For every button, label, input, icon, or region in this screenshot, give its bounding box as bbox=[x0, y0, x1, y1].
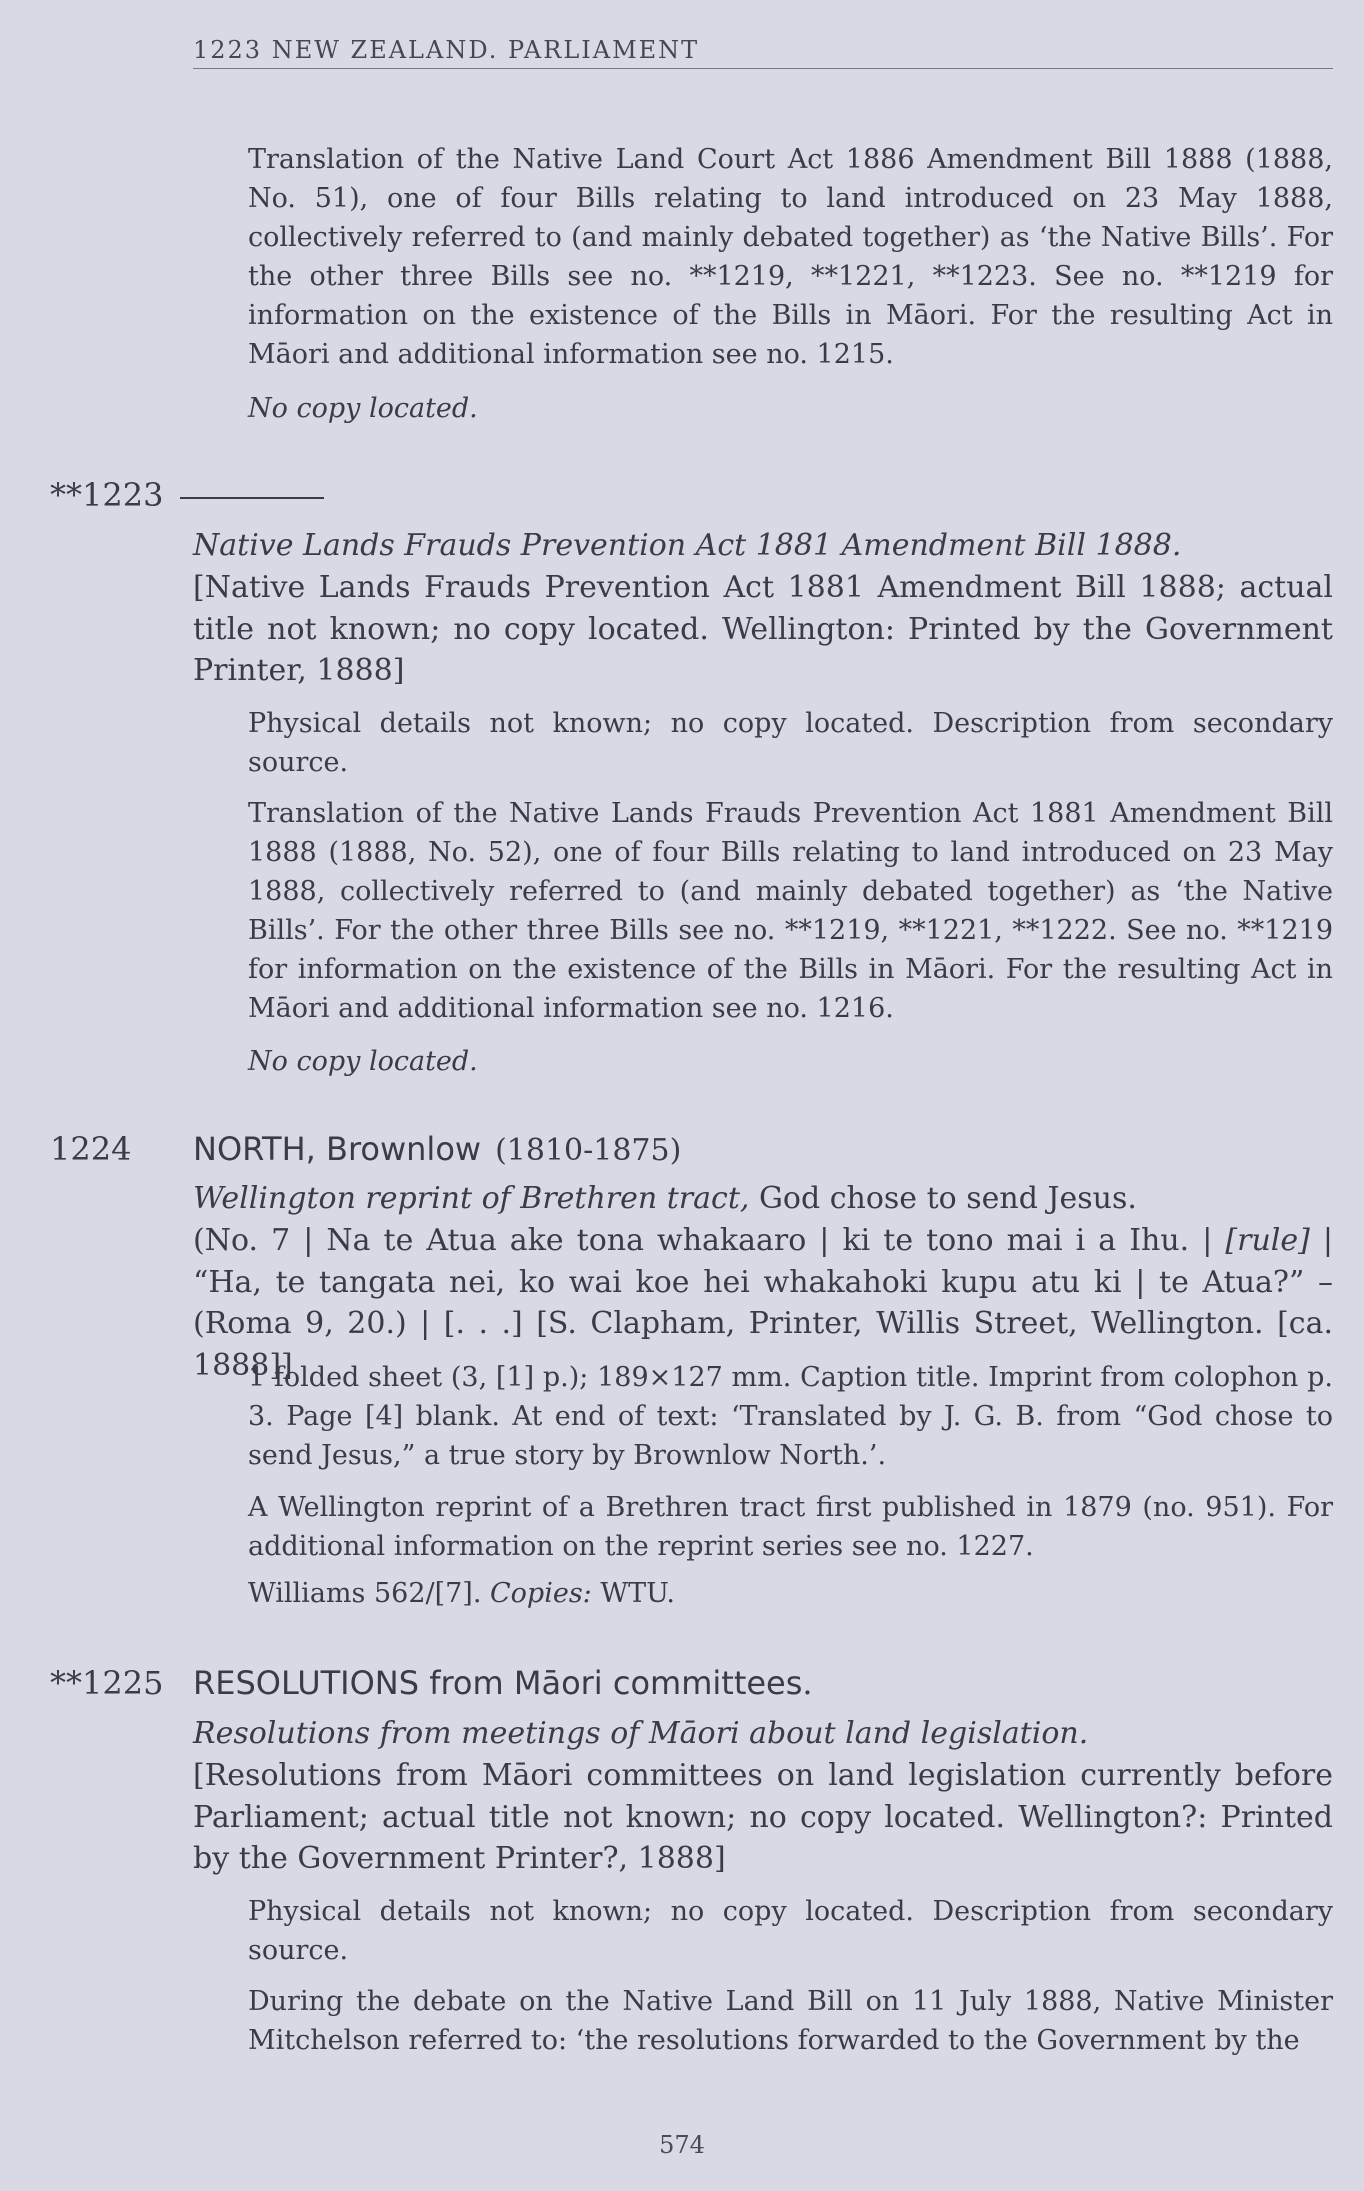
entry-1224-physical: 1 folded sheet (3, [1] p.); 189×127 mm. Caption title. Imprint from colophon p. 3. Page [4] blank. At end of text: ‘Translated by J. G. B. from “God chose to send Jesus,” a true story by Brownlow North.’. bbox=[248, 1362, 1333, 1471]
entry-1223-note: Translation of the Native Lands Frauds Prevention Act 1881 Amendment Bill 1888 (1888, No. 52), one of four Bills relating to land introduced on 23 May 1888, collectively referred to (and mainly debated together) as ‘the Native Bills’. For the other three Bills see no. **1219, **1221, **1222. See no. **1219 for information on the existence of the Bills in Māori. For the resulting Act in Māori and additional information see no. 1216. bbox=[248, 798, 1333, 1024]
entry-number: **1225 bbox=[50, 1664, 164, 1702]
entry-1223-bracket: [Native Lands Frauds Prevention Act 1881 Amendment Bill 1888; actual title not known; no copy located. Wellington: Printed by the Government Printer, 1888] bbox=[193, 570, 1333, 688]
title-rest: God chose to send Jesus. bbox=[749, 1181, 1137, 1216]
entry-1225-physical: Physical details not known; no copy located. Description from secondary source. bbox=[248, 1896, 1333, 1966]
entry-1224-title bbox=[193, 1178, 1333, 1220]
page-number: 574 bbox=[659, 2131, 705, 2159]
entry-1225-title: Resolutions from meetings of Māori about land legislation. bbox=[193, 1716, 1089, 1751]
copies-value: WTU. bbox=[600, 1578, 675, 1609]
title-italic: Wellington reprint of Brethren tract, bbox=[193, 1181, 750, 1216]
entry-1222-note: Translation of the Native Land Court Act 1886 Amendment Bill 1888 (1888, No. 51), one of four Bills relating to land introduced on 23 May 1888, collectively referred to (and mainly debated together) as ‘the Native Bills’. For the other three Bills see no. **1219, **1221, **1223. See no. **1219 for information on the existence of the Bills in Māori. For the resulting Act in Māori and additional information see no. 1215. bbox=[248, 144, 1333, 370]
entry-1223-heading bbox=[50, 476, 324, 514]
entry-1223-title: Native Lands Frauds Prevention Act 1881 Amendment Bill 1888. bbox=[193, 528, 1182, 563]
entry-author: RESOLUTIONS from Māori committees bbox=[193, 1664, 803, 1702]
transcription-rule: [rule] bbox=[1225, 1223, 1310, 1258]
entry-dates: (1810-1875) bbox=[495, 1133, 682, 1168]
author-dash bbox=[180, 497, 324, 499]
entry-1224-refs bbox=[248, 1574, 1333, 1613]
entry-number: **1223 bbox=[50, 476, 164, 514]
entry-1224-heading bbox=[50, 1130, 681, 1168]
entry-1225-note: During the debate on the Native Land Bill on 11 July 1888, Native Minister Mitchelson referred to: ‘the resolutions forwarded to the Government by the bbox=[248, 1986, 1333, 2056]
copies-label: Copies: bbox=[490, 1578, 592, 1609]
entry-number: 1224 bbox=[50, 1130, 132, 1168]
transcription-part: (No. 7 | Na te Atua ake tona whakaaro | ki te tono mai i a Ihu. | bbox=[193, 1223, 1226, 1258]
entry-1223-physical: Physical details not known; no copy located. Description from secondary source. bbox=[248, 708, 1333, 778]
entry-1225-heading: **1225 RESOLUTIONS from Māori committees. bbox=[50, 1664, 813, 1702]
transcription-part: | “Ha, te tangata nei, ko wai koe hei whakahoki kupu atu ki | te Atua?” – (Roma 9, 20.) | [. . .] [S. Clapham, Printer, Willis Street, Wellington. [ca. 1888]] bbox=[193, 1223, 1333, 1383]
entry-1222-copies: No copy located. bbox=[248, 393, 478, 424]
reference: Williams 562/[7]. bbox=[248, 1578, 482, 1609]
entry-1224-note: A Wellington reprint of a Brethren tract first published in 1879 (no. 951). For additional information on the reprint series see no. 1227. bbox=[248, 1492, 1333, 1562]
running-head: 1223 NEW ZEALAND. PARLIAMENT bbox=[193, 36, 1333, 69]
entry-1225-bracket: [Resolutions from Māori committees on land legislation currently before Parliament; actual title not known; no copy located. Wellington?: Printed by the Government Printer?, 1888] bbox=[193, 1758, 1333, 1876]
entry-1223-copies: No copy located. bbox=[248, 1046, 478, 1077]
entry-author: NORTH, Brownlow bbox=[193, 1130, 482, 1168]
